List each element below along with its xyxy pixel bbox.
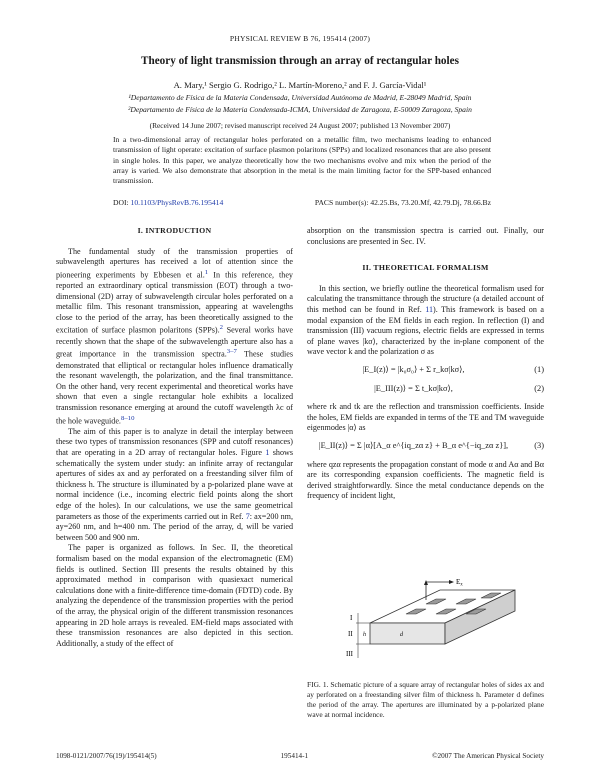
section-heading-formalism: II. THEORETICAL FORMALISM [362,263,489,273]
equation-1-formula: |E_I(z)⟩ = |k₀σ₀⟩ + Σ r_kσ|kσ⟩, [362,364,465,374]
equation-3-formula: |E_II(z)⟩ = Σ |α⟩[A_α e^{iq_zα z} + B_α e^{−iq_zα z}], [318,440,509,450]
right-column [307,226,544,502]
incident-arrow-head [424,580,428,585]
ref-3-7-link[interactable]: 3–7 [226,348,237,356]
doi-link[interactable]: 10.1103/PhysRevB.76.195414 [130,198,224,207]
page-footer [56,752,544,760]
section-heading-introduction: I. INTRODUCTION [137,226,212,235]
ref-7-link[interactable]: 7 [245,511,250,521]
footer-page-number: 195414-1 [280,752,309,760]
equation-2-formula: |E_III(z)⟩ = Σ t_kσ|kσ⟩, [374,383,453,393]
footer-copyright: ©2007 The American Physical Society [432,752,544,760]
equation-3 [307,441,544,452]
region-ii-label: II [348,630,353,638]
equation-3-number: (3) [534,440,544,450]
formalism-paragraph-1: In this section, we briefly outline the theoretical formalism used for calculating the transmittance through the structure (a detailed account of this method can be found in Ref. 11). This framework is based on a modal expansion of the EM fields in each region. In reflection (I) and transmission (III) vacuum regions, electric fields are expressed in terms of plane waves |kσ⟩, characterized by the in-plane component of the wave vector k and the polarization σ as [307,283,544,357]
formalism-paragraph-3: where qzα represents the propagation constant of mode α and Aα and Bα are its corresponding expansion coefficients. The magnetic field is derived straightforwardly. Since the metal conductance depends on the frequency of incident light, [307,459,544,501]
figure-1-caption: FIG. 1. Schematic picture of a square array of rectangular holes of sides ax and ay perforated on a freestanding silver film of thickness h. Parameter d defines the period of the array. The apertures are illuminated by a p-polarized plane wave at normal incidence. [307,680,544,719]
ref-2-link[interactable]: 2 [219,324,224,332]
ref-1-link[interactable]: 1 [204,268,209,276]
equation-2 [307,384,544,395]
period-label: d [400,632,403,638]
equation-1 [307,365,544,376]
intro-paragraph-3: The paper is organized as follows. In Sec. II, the theoretical formalism based on the modal expansion of the electromagnetic (EM) fields is outlined. Section III presents the results obtained by this approximated method in comparison with quasiexact numerical calculations done with a finite-difference time-domain (FDTD) code. By analyzing the dependence of the transmission properties with the period of the array, the physical origin of the different transmission resonances appearing in 2D hole arrays is revealed. EM-field maps associated with these transmission resonances are also depicted in this section. Additionally, a study of the effect of [56,543,293,648]
doi-pacs-line [113,198,491,207]
intro-paragraph-1: The fundamental study of the transmission properties of subwavelength apertures has received a lot of attention since the pioneering experiments by Ebbesen et al.$^1$ In this reference, they reported an extraordinary optical transmission (EOT) through a two-dimensional (2D) array of subwavelength circular holes perforated on a metallic film. This resonant transmission, appearing at wavelengths close to the period of the array, has been theoretically assigned to the excitation of surface plasmon polaritons (SPPs).$^2$ Several works have recently shown that the shape of the subwavelength aperture also has a great importance in the transmission spectra.$^{3-7}$ These studies demonstrated that elliptical or rectangular holes influence dramatically the resonant wavelength, the polarization, and the final transmittance. On the other hand, very recent experimental and theoretical works have shown that even a single rectangular hole exhibits a localized transmission resonance emerging at around the cutoff wavelength λc of the hole waveguide.$^{8-10}$ [56,246,293,426]
region-iii-label: III [346,650,353,658]
running-head: PHYSICAL REVIEW B 76, 195414 (2007) [229,34,371,43]
figure-1-schematic [340,578,520,668]
equation-1-number: (1) [534,364,544,374]
author-list: A. Mary,¹ Sergio G. Rodrigo,² L. Martín-Moreno,² and F. J. García-Vidal¹ [173,80,427,90]
doi: DOI: 10.1103/PhysRevB.76.195414 [113,198,224,207]
affiliation-2: ²Departamento de Física de la Materia Condensada-ICMA, Universidad de Zaragoza, E-50009 Zaragoza, Spain [128,105,472,114]
abstract: In a two-dimensional array of rectangular holes perforated on a metallic film, two mechanisms leading to enhanced transmission of light operate: excitation of surface plasmon polaritons (SPPs) and localized resonances that are also present in single holes. In this paper, we analyze theoretically how the two mechanisms evolve and mix when the period of the array is varied. We also demonstrate that absorption in the metal is the main limiting factor for the SPP-based enhanced transmission. [113,135,491,186]
footer-issn: 1098-0121/2007/76(19)/195414(5) [56,752,157,760]
pacs-numbers: PACS number(s): 42.25.Bs, 73.20.Mf, 42.79.Dj, 78.66.Bz [314,198,491,207]
field-label: $E_x$ [456,578,463,588]
film-front-face [370,623,445,644]
figure-1-link[interactable]: 1 [265,448,270,458]
intro-paragraph-2: The aim of this paper is to analyze in detail the interplay between these two types of transmission resonances (SPP and cutoff resonances) that are operating in a 2D array of rectangular holes. Figure 1 shows schematically the system under study: an infinite array of rectangular apertures of sides ax and ay perforated on a freestanding silver film of thickness h. The structure is illuminated by a p-polarized plane wave at normal incidence (i.e., incoming electric field points along the short edge of the holes). In our calculations, we use the same geometrical parameters as those of the experiments carried out in Ref. 7: ax=200 nm, ay=260 nm, and h=400 nm. The period of the array, d, will be varied between 500 and 900 nm. [56,426,294,542]
left-column [56,226,293,649]
ref-8-10-link[interactable]: 8–10 [120,414,135,422]
received-dates: (Received 14 June 2007; revised manuscript received 24 August 2007; published 13 November 2007) [149,121,451,130]
paper-title: Theory of light transmission through an array of rectangular holes [141,55,459,67]
affiliation-1: ¹Departamento de Física de la Materia Condensada, Universidad Autónoma de Madrid, E-28049 Madrid, Spain [128,93,472,102]
thickness-label: h [363,632,366,638]
equation-2-number: (2) [534,383,544,393]
field-arrow-head [449,580,454,584]
intro-paragraph-continued: absorption on the transmission spectra is carried out. Finally, our conclusions are presented in Sec. IV. [307,226,544,246]
region-i-label: I [350,614,353,622]
formalism-paragraph-2: where rk and tk are the reflection and transmission coefficients. Inside the holes, EM fields are expanded in terms of the TE and TM waveguide eigenmodes |α⟩ as [307,402,544,433]
ref-11-link[interactable]: 11 [425,304,434,314]
